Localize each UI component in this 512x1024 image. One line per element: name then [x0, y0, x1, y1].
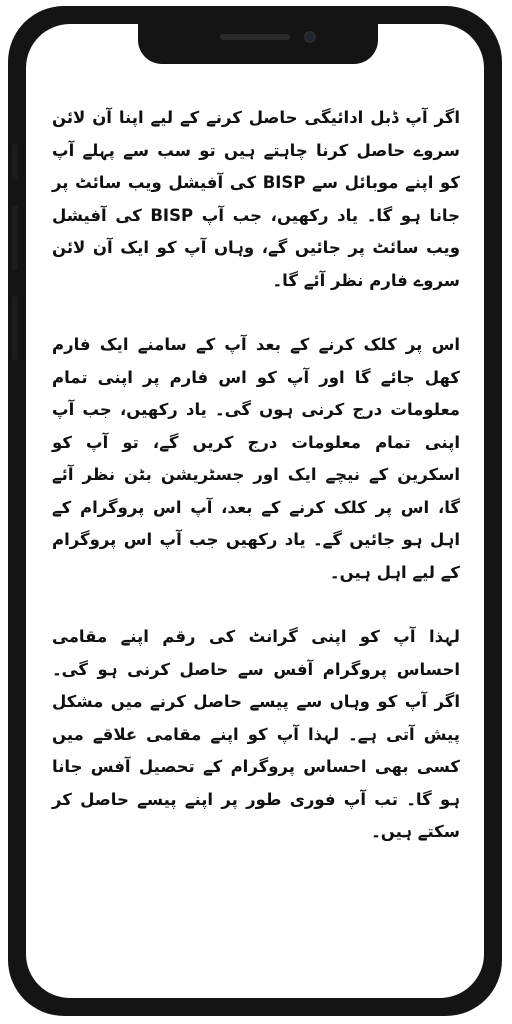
- article-content: [52, 102, 460, 881]
- article-paragraph: اس پر کلک کرنے کے بعد آپ کے سامنے ایک فارم کھل جائے گا اور آپ کو اس فارم پر اپنی تمام معلومات درج کرنی ہوں گی۔ یاد رکھیں، جب آپ اپنی تمام معلومات درج کریں گے، تو آپ کو اسکرین کے نیچے ایک اور جسٹریشن بٹن نظر آئے گا، اس پر کلک کرنے کے بعد، آپ اس پروگرام کے اہل ہو جائیں گے۔ یاد رکھیں جب آپ اس پروگرام کے لیے اہل ہیں۔: [52, 335, 460, 582]
- phone-side-button-volume-up: [12, 206, 18, 270]
- phone-frame: [8, 6, 502, 1016]
- speaker-grille: [220, 34, 290, 40]
- article-paragraph: لہذا آپ کو اپنی گرانٹ کی رقم اپنے مقامی احساس پروگرام آفس سے حاصل کرنی ہو گی۔ اگر آپ کو وہاں سے پیسے حاصل کرنے میں مشکل پیش آتی ہے۔ لہذا آپ کو اپنے مقامی علاقے میں کسی بھی احساس پروگرام کے تحصیل آفس جانا ہو گا۔ تب آپ فوری طور پر اپنے پیسے حاصل کر سکتے ہیں۔: [52, 627, 460, 841]
- article-paragraph: اگر آپ ڈبل ادائیگی حاصل کرنے کے لیے اپنا آن لائن سروے حاصل کرنا چاہتے ہیں تو سب سے پہلے آپ کو اپنے موبائل سے BISP کی آفیشل ویب سائٹ پر جانا ہو گا۔ یاد رکھیں، جب آپ BISP کی آفیشل ویب سائٹ پر جائیں گے، وہاں آپ کو ایک آن لائن سروے فارم نظر آئے گا۔: [52, 108, 461, 290]
- phone-screen: [26, 24, 484, 998]
- phone-side-button-silent: [12, 144, 18, 180]
- front-camera-icon: [304, 31, 316, 43]
- phone-notch: [138, 24, 378, 64]
- phone-side-button-volume-down: [12, 296, 18, 360]
